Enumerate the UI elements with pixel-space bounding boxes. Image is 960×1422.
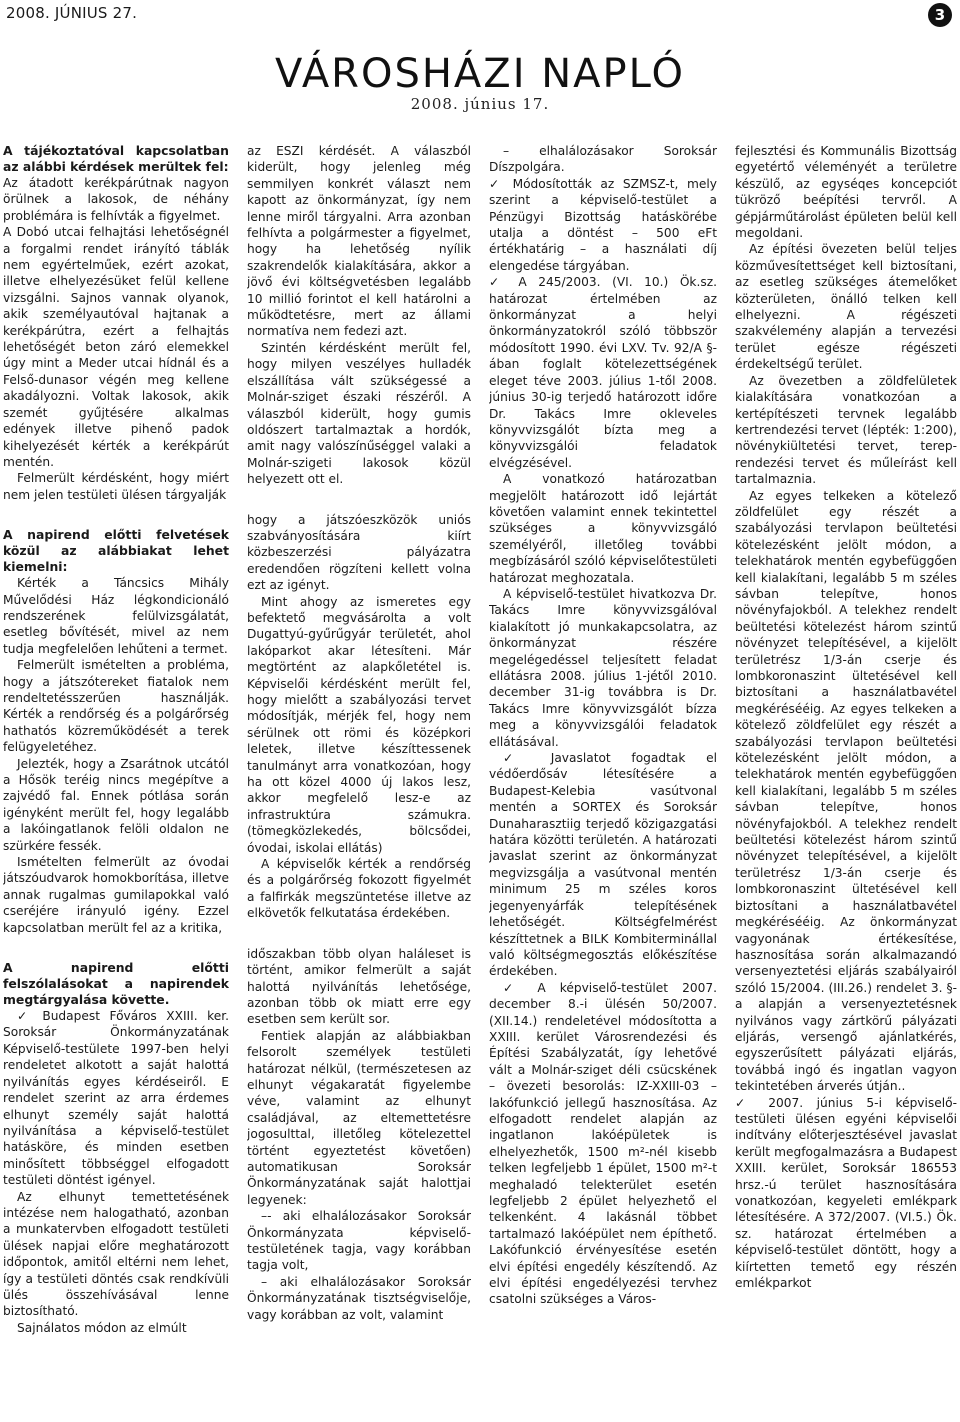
paragraph: ✓ Javaslatot fogadtak el védőerdősáv létesítésére a Budapest-Kelebia vasútvonal mentén a SORTEX és Soroksár Dunaharasztiig terjedő közigazgatási határa közötti területén. A határozati javaslat szerint az önkormányzat megvizsgálja a vasútvonal mentén minimum 25 m széles koros jegenyenyárfák telepítésének lehetőségét. Költségfelmérést készíttetnek a BILK Kombiterminállal való költségmegosztás előkészítése érdekében. (489, 751, 717, 979)
paragraph: Kérték a Táncsics Mihály Művelődési Ház légkondicionáló rendszerének felülvizsgálatát, esetleg bővítését, mivel az nem tudja megfelelően lehűteni a termet. (3, 576, 229, 656)
paragraph: A vonatkozó határozatban megjelölt határozott idő lejártát követően valamint ennek tekintettel szükséges a könyvvizsgáló személyéről, illetőleg további megbízásáról szóló képviselőtestületi határozat meghozatala. (489, 472, 717, 585)
paragraph: Felmerült ismételten a probléma, hogy a játszótereket fiatalok nem rendeltetésszerűen használják. Kérték a rendőrség és a polgárőrség hathatós közreműködését a terek felügyeletéhez. (3, 658, 229, 755)
paragraph: ✓ Budapest Főváros XXIII. ker. Soroksár Önkormányzatának Képviselő-testülete 1997-ben helyi rendeletet alkotott a saját halottá nyilvánítás egyes kérdéseiről. E rendelet szerint az arra érdemes elhunyt személy saját halottá nyilvánítása a képviselő-testület hatásköre, és minden esetben minősített többséggel elfogadott testületi döntést igényel. (3, 1009, 229, 1188)
header-date: 2008. JÚNIUS 27. (6, 4, 138, 22)
paragraph: az ESZI kérdését. A válaszból kiderült, hogy jelenleg még semmilyen konkrét választ nem kapott az önkormányzat, így nem lenne miről tárgyalni. Arra azonban felhívta a polgármester a figyelmet, hogy ha lehetőség nyílik szakrendelők kialakítására, akkor a jövő évi költségvetésben legalább 10 millió forintot el kell határolni a működtetésre, mert az állami normatíva nem fedezi azt. (247, 144, 471, 339)
paragraph: ✓ Módosították az SZMSZ-t, mely szerint a képviselő-testület a Pénzügyi Bizottság hatáskörébe utalja a döntést – 500 eFt értékhatárig – a használati díj elengedése tárgyában. (489, 176, 717, 273)
article-column-4 (735, 143, 957, 1418)
article-column-1 (3, 143, 229, 1418)
paragraph: – aki elhalálozásakor Soroksár Önkormányzatának tisztségviselője, vagy korábban az volt, valamint (247, 1274, 471, 1322)
paragraph: –- aki elhalálozásakor Soroksár Önkormányzata képviselő-testületének tagja, vagy korábban tagja volt, (247, 1209, 471, 1273)
paragraph: Fentiek alapján az alábbiakban felsorolt személyek testületi határozat nélkül, (természetesen az elhunyt végakaratát figyelembe véve, valamint az elhunyt családjával, az eltemettetésre jogosulttal, illetőleg kötelezettel történt egyeztetést követően) automatikusan Soroksár Önkormányzatának saját halottjai legyenek: (247, 1028, 471, 1207)
paragraph: Mint ahogy az ismeretes egy befektető megvásárolta a volt Dugattyú-gyűrűgyár területét, ahol lakóparkot akar létesíteni. Már megtörtént az alapkőletétel is. Képviselői kérdésként merült fel, hogy mielőtt a szabályozási tervet módosítják, mérjék fel, hogy nem sérülnek ott römi és középkori leletek, illetve készíttessenek tanulmányt arra vonatkozóan, hogy ha ott közel 4000 új lakos lesz, akkor megfelelő lesz-e az infrastruktúra számukra. (tömegközlekedés, bölcsődei, óvodai, iskolai ellátás) (247, 594, 471, 855)
paragraph: – elhalálozásakor Soroksár Díszpolgára. (489, 144, 717, 175)
page-number-badge: 3 (928, 3, 952, 27)
paragraph: A képviselő-testület hivatkozva Dr. Takács Imre könyvvizsgálóval kialakított jó munkakapcsolatra, az önkormányzat részére megelégedéssel teljesített feladat ellátásra 2008. július 1-jétől 2010. december 31-ig továbbra is Dr. Takács Imre könyvvizsgálót bízza meg a könyvvizsgálói feladatok ellátásával. (489, 586, 717, 749)
paragraph: Az egyes telkeken a kötelező zöldfelület egy részét a szabályozási tervlapon beültetési kötelezésként jelölt módon, a telekhatárok mentén egybefüggően kell kialakítani, legalább 5 m széles sávban telepítve, honos növényfajokból. A telekhez rendelt beültetési kötelezést három szintű növényzet telepítésével, a kijelölt területrész 1/3-án cserje és lombkoronaszint ültetésével kell biztosítani a használatbavétel megkérésééig. Az egyes telkeken a kötelező zöldfelület egy részét a szabályozási tervlapon beültetési kötelezésként jelölt módon, a telekhatárok mentén egybefüggően kell kialakítani, legalább 5 m széles sávban telepítve, honos növényfajokból. A telekhez rendelt beültetési kötelezést három szintű növényzet telepítésével, a kijelölt területrész 1/3-án cserje és lombkoronaszint ültetésével kell biztosítani a használatbavétel megkérésééig. Az önkormányzat vagyonának értékesítése, hasznosítása során alkalmazandó versenyeztetési eljárás szabályairól szóló 15/2004. (III.26.) rendelet 3. §-a alapján a versenyeztetésnek nyilvános vagy zártkörű pályázati eljárás, versengő ajánlatkérés, egyszerűsített pályázati eljárás, továbbá ingó és ingatlan vagyon tekintetében árverés útján.. (735, 488, 957, 1094)
paragraph: ✓ A képviselő-testület 2007. december 8.-i ülésén 50/2007. (XII.14.) rendeletével módosította a XXIII. kerület Városrendezési és Építési Szabályzatát, így lehetővé vált a Molnár-sziget déli csücskének – övezeti besorolás: IZ-XXIII-03 – lakófunkció jellegű hasznosítása. Az elfogadott rendelet alapján az ingatlanon lakóépületek is elhelyezhetők, 1500 m²-nél kisebb telken legfeljebb 1 épület, 1500 m²-t meghaladó telekterület esetén legfeljebb 2 épület helyezhető el telkenként. 4 lakásnál többet tartalmazó lakóépület nem építhető. Lakófunkció érvényesítése esetén elvi építési engedély készítendő. Az elvi építési engedélyezési tervhez csatolni szükséges a Város- (489, 980, 717, 1307)
issue-date: 2008. június 17. (410, 95, 550, 113)
newspaper-title: VÁROSHÁZI NAPLÓ (275, 51, 685, 97)
paragraph: Az övezetben a zöldfelületek kialakítására vonatkozóan a kertépítészeti tervnek legalább kertrendezési tervet (lépték: 1:200), növénykiültetési tervet, terep-rendezési tervet és műleírást kell tartalmaznia. (735, 373, 957, 487)
paragraph: Ismételten felmerült az óvodai játszóudvarok homokborítása, illetve annak rugalmas gumilapokkal való cseréjére irányuló igény. Ezzel kapcsolatban merült fel az a kritika, (3, 855, 229, 935)
paragraph: ✓ 2007. június 5-i képviselő-testületi ülésen egyéni képviselői indítvány előterjesztésével javaslat került megfogalmazásra a Budapest XXIII. kerület, Soroksár 186553 hrsz.-ú terület hasznosítására vonatkozóan, kegyeleti emlékpark létesítésére. A 372/2007. (VI.5.) Ök. sz. határozat értelmében a képviselő-testület döntött, hogy a kiírtetten temető egy részén emlékparkot (735, 1095, 957, 1291)
paragraph: Jelezték, hogy a Zsarátnok utcától a Hősök teréig nincs megépítve a zajvédő fal. Ennek pótlása során igényként merült fel, hogy legalább a lakóingatlanok felöli oldalon ne szürkére fessék. (3, 756, 229, 853)
paragraph: Az átadott kerékpárútnak nagyon örülnek a lakosok, de néhány problémára is felhívták a figyelmet. (3, 176, 229, 223)
paragraph: Szintén kérdésként merült fel, hogy milyen veszélyes hulladék elszállítása vált szükségessé a Molnár-sziget északi részéről. A válaszból kiderült, hogy gumis oldószert tartalmaztak a hordók, amit nagy valószínűséggel valaki a Molnár-szigeti lakosok közül helyezett ott el. (247, 340, 471, 487)
paragraph: Az elhunyt temettetésének intézése nem halogatható, azonban a munkatervben elfogadott testületi ülések napjai előre meghatározott időpontok, amitől eltérni nem lehet, így a testületi döntés csak rendkívüli ülés összehívásával lenne biztosítható. (3, 1189, 229, 1319)
paragraph: Sajnálatos módon az elmúlt (17, 1320, 187, 1335)
paragraph: Felmerült kérdésként, hogy miért nem jelen testületi ülésen tárgyalják (3, 471, 229, 502)
section-heading: A tájékoztatóval kapcsolatban az alábbi kérdések merültek fel: (3, 143, 229, 174)
section-heading: A napirend előtti felszólalásokat a napirendek megtárgyalása követte. (3, 960, 229, 1008)
paragraph: fejlesztési és Kommunális Bizottság egyetértő véleményét a területre készülő, az egyséqes koncepciót tükröző beépítési tervről. A gépjárműtárolást épületen belül kell megoldani. (735, 144, 957, 241)
paragraph: Az építési övezeten belül teljes közművesítettséget kell biztosítani, az esetleg szükséges átemelőket közterületen, önálló telken kell elhelyezni. A régészeti szakvélemény alapján a tervezési terület egésze régészeti érdekeltségű terület. (735, 242, 957, 372)
paragraph: A képviselők kérték a rendőrség és a polgárőrség fokozott figyelmét a falfirkák megszüntetése illetve az elkövetők felkutatása érdekében. (247, 857, 471, 921)
paragraph: A Dobó utcai felhajtási lehetőségnél a forgalmi rendet irányító táblák nem egyértelműek, ezért azokat, illetve elhelyezésüket felül kellene vizsgálni. Sajnos vannak olyanok, akik személyautóval hajtanak a kerékpárútra, ezért a felhajtás lehetőségét beton záró elemekkel úgy mint a Meder utcai hídnál és a Felső-dunasor végén meg kellene akadályozni. Voltak lakosok, akik szemét gyűjtésére alkalmas edények illetve pihenő padok kihelyezését kérték a kerékpárút mentén. (3, 225, 229, 469)
paragraph: hogy a játszóeszközök uniós szabványosítására kiírt közbeszerzési pályázatra eredendően rögzíteni kellett volna ezt az igényt. (247, 512, 471, 593)
paragraph: ✓ A 245/2003. (VI. 10.) Ök.sz. határozat értelmében az önkormányzat a helyi önkormányzatokról szóló többször módosított 1990. évi LXV. Tv. 92/A §-ában foglalt kötelezettségének eleget téve 2003. július 1-től 2008. június 30-ig terjedő határozott időre Dr. Takács Imre okleveles könyvvizsgálót bízta meg a könyvvizsgálói feladatok elvégzésével. (489, 275, 717, 470)
paragraph: időszakban több olyan haláleset is történt, amikor felmerült a saját halottá nyilvánítás lehetősége, azonban több ok miatt erre egy esetben sem került sor. (247, 946, 471, 1027)
article-column-2 (247, 143, 471, 1418)
article-column-3 (489, 143, 717, 1418)
masthead (0, 52, 960, 113)
section-heading: A napirend előtti felvetések közül az alábbiakat lehet kiemelni: (3, 527, 229, 575)
